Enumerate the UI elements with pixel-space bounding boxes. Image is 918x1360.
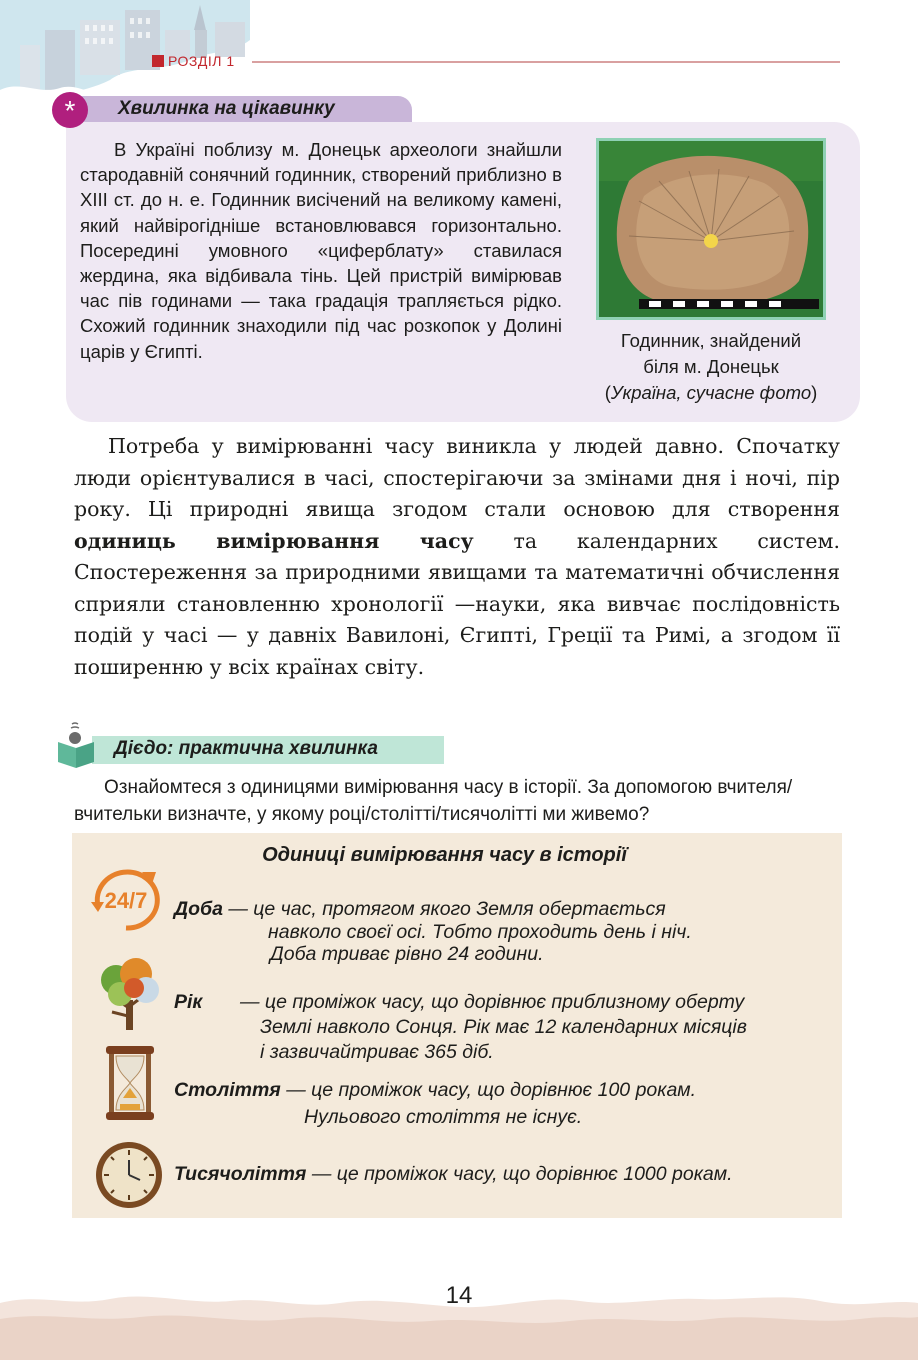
photo-caption-line-3 <box>580 380 842 406</box>
caption-paren-open: ( <box>604 382 611 403</box>
main-paragraph-text <box>74 431 840 683</box>
clock-face-icon <box>94 1140 164 1210</box>
interest-title: Хвилинка на цікавинку <box>118 98 335 119</box>
year-line-2: Землі навколо Сонця. Рік має 12 календарних місяців <box>260 1016 747 1038</box>
day-term: Доба <box>174 898 223 920</box>
time-units-title: Одиниці вимірювання часу в історії <box>262 844 627 866</box>
section-label: РОЗДІЛ 1 <box>168 53 235 69</box>
day-definition-1: — це час, протягом якого Земля обертається <box>222 898 666 920</box>
main-text-bold-term: одиниць вимірювання часу <box>74 528 474 553</box>
seasons-tree-icon <box>94 958 164 1034</box>
millennium-definition: — це проміжок часу, що дорівнює 1000 рокам. <box>306 1163 733 1185</box>
clock-24-7-icon <box>86 866 166 932</box>
millennium-term: Тисячоліття <box>174 1163 307 1185</box>
day-line-3: Доба триває рівно 24 години. <box>270 943 544 965</box>
star-badge-icon: * <box>52 92 88 128</box>
century-line-1 <box>174 1078 696 1103</box>
year-line-1: — це проміжок часу, що дорівнює приблизному оберту <box>240 991 745 1013</box>
year-line-3: і зазвичайтриває 365 діб. <box>260 1041 494 1063</box>
day-line-2: навколо своєї осі. Тобто проходить день і ніч. <box>268 921 692 943</box>
practice-paragraph: Ознайомтеся з одиницями вимірювання часу в історії. За допомогою вчителя/вчительки визначте, у якому році/столітті/тисячолітті ми живемо? <box>74 777 793 825</box>
century-line-2: Нульового століття не існує. <box>304 1106 583 1128</box>
photo-caption <box>580 328 842 406</box>
year-term-line <box>174 990 202 1015</box>
day-line-1 <box>174 897 666 922</box>
main-text-part-1: Потреба у вимірюванні часу виникла у людей давно. Спочатку люди орієнтувалися в часі, спостерігаючи за змінами дня і ночі, пір року. Ці природні явища згодом стали основою для створення <box>74 434 840 521</box>
header-rule <box>252 61 840 63</box>
book-icon <box>56 722 96 770</box>
main-text-part-2: та календарних систем. Спостереження за природними явищами та математичні обчислення сприяли становленню хронології —науки, яка вивчає послідовність подій у часі — у давніх Вавилоні, Єгипті, Греції та Римі, а згодом її поширенню у всіх країнах світу. <box>74 528 840 679</box>
clock-24-7-label: 24/7 <box>104 888 148 913</box>
sundial-stone-image <box>599 141 823 317</box>
photo-caption-line-2: біля м. Донецьк <box>643 356 779 377</box>
interest-paragraph: В Україні поблизу м. Донецьк археологи знайшли стародавній сонячний годинник, створений приблизно в XIII ст. до н. е. Годинник висічений на великому камені, який найвірогідніше встановлювався горизонтально. Посередині умовного «циферблату» ставилася жердина, яка відбивала тінь. Цей пристрій вимірював час пів годинами — така градація трапляється рідко. Схожий годинник знаходили під час розкопок у Долині царів у Єгипті. <box>80 139 562 362</box>
year-term: Рік <box>174 991 203 1013</box>
century-definition-1: — це проміжок часу, що дорівнює 100 рокам. <box>280 1079 697 1101</box>
hourglass-icon <box>106 1046 154 1120</box>
practice-text <box>74 775 840 828</box>
photo-caption-line-1: Годинник, знайдений <box>620 330 802 351</box>
sundial-stone-photo <box>596 138 826 320</box>
caption-paren-close: ) <box>811 382 818 403</box>
interest-text <box>80 137 562 364</box>
section-marker-square <box>152 55 164 67</box>
century-term: Століття <box>174 1079 281 1101</box>
millennium-line-1 <box>174 1162 733 1187</box>
practice-title: Дієдо: практична хвилинка <box>114 738 378 759</box>
main-paragraph <box>74 431 840 683</box>
caption-source: Україна, сучасне фото <box>610 382 812 403</box>
page-number: 14 <box>445 1282 473 1309</box>
